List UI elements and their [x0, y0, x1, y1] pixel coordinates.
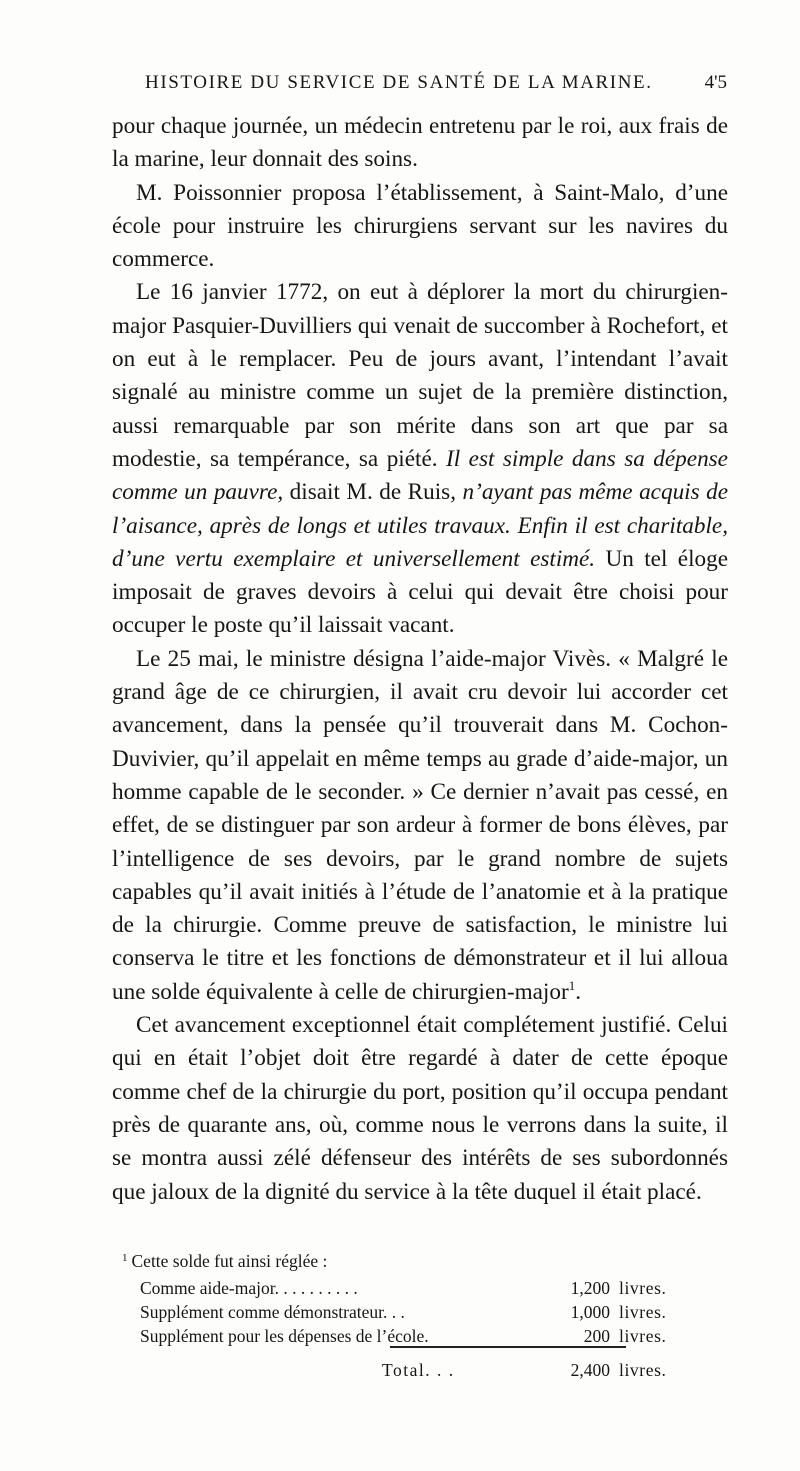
paragraph [112, 1009, 728, 1209]
footnote-reference: 1 [568, 977, 576, 993]
footnote-total-amount: 2,400 [570, 1360, 610, 1380]
footnote-total-unit: livres. [619, 1360, 667, 1380]
italic-text: Il est simple dans sa dépense comme un pauvre, [112, 445, 728, 506]
text-run: pour chaque journée, un médecin entretenu par le roi, aux frais de la marine, leur donnait des soins. [112, 113, 728, 173]
paragraph [112, 177, 728, 277]
footnote-row-amount: 1,200 [570, 1278, 610, 1298]
text-run: . [575, 978, 581, 1005]
footnote-row-label: Supplément pour les dépenses de l’école. [140, 1326, 429, 1346]
footnote-total-label: Total. . . [382, 1360, 455, 1380]
footnote-intro [112, 1246, 728, 1274]
footnote-row [112, 1276, 728, 1300]
footnote-row-label: Supplément comme démonstrateur. . . [140, 1302, 405, 1322]
footnote-row [112, 1324, 728, 1348]
footnote-row-amount: 200 [583, 1326, 610, 1346]
footnote [112, 1246, 728, 1348]
paragraph [112, 110, 728, 177]
body-text [112, 110, 728, 1209]
footnote-row-amount: 1,000 [570, 1302, 610, 1322]
footnote-row-unit: livres. [619, 1278, 667, 1298]
footnote-total-rule [390, 1346, 626, 1348]
text-run: Cet avancement exceptionnel était complétement justifié. Celui qui en était l’objet doit être regardé à dater de cette époque comme chef de la chirurgie du port, position qu’il occupa pendant près de quarante ans, où, comme nous le verrons dans la suite, il se montra aussi zélé défenseur des intérêts de ses subordonnés que jaloux de la dignité du service à la tête duquel il était placé. [112, 1012, 728, 1205]
footnote-row-unit: livres. [619, 1302, 667, 1322]
footnote-total [112, 1360, 728, 1386]
italic-text: n’ayant pas même acquis de l’aisance, après de longs et utiles travaux. Enfin il est charitable, d’une vertu exemplaire et universellement estimé. [112, 479, 729, 572]
footnote-row-label: Comme aide-major. . . . . . . . . . [140, 1278, 358, 1298]
page-number: 4'5 [704, 72, 727, 93]
text-run: Le 25 mai, le ministre désigna l’aide-major Vivès. « Malgré le grand âge de ce chirurgien, il avait cru devoir lui accorder cet avancement, dans la pensée qu’il trouverait dans M. Cochon-Duvivier, qu’il appelait en même temps au grade d’aide-major, un homme capable de le seconder. » Ce dernier n’avait pas cessé, en effet, de se distinguer par son ardeur à former de bons élèves, par l’intelligence de ses devoirs, par le grand nombre de sujets capables qu’il avait initiés à l’étude de l’anatomie et à la pratique de la chirurgie. Comme preuve de satisfaction, le ministre lui conserva le titre et les fonctions de démonstrateur et il lui alloua une solde équivalente à celle de chirurgien-major [112, 645, 728, 1005]
running-title: HISTOIRE DU SERVICE DE SANTÉ DE LA MARINE. [145, 72, 653, 93]
text-run: M. Poissonnier proposa l’établissement, à Saint-Malo, d’une école pour instruire les chirurgiens servant sur les navires du commerce. [112, 179, 728, 273]
footnote-marker: 1 [122, 1252, 128, 1264]
paragraph [112, 276, 728, 642]
paragraph [112, 643, 728, 1009]
footnote-row-unit: livres. [619, 1326, 667, 1346]
text-run: Le 16 janvier 1772, on eut à déplorer la mort du chirurgien-major Pasquier-Duvilliers qui venait de succomber à Rochefort, et on eut à le remplacer. Peu de jours avant, l’intendant l’avait signalé au ministre comme un sujet de la première distinction, aussi remarquable par son mérite dans son art que par sa modestie, sa tempérance, sa piété. [112, 279, 728, 472]
text-run: disait M. de Ruis, [283, 479, 463, 506]
footnote-row [112, 1300, 728, 1324]
text-run: Un tel éloge imposait de graves devoirs à celui qui devait être choisi pour occuper le poste qu’il laissait vacant. [112, 545, 729, 639]
footnote-intro-text: Cette solde fut ainsi réglée : [131, 1251, 328, 1271]
